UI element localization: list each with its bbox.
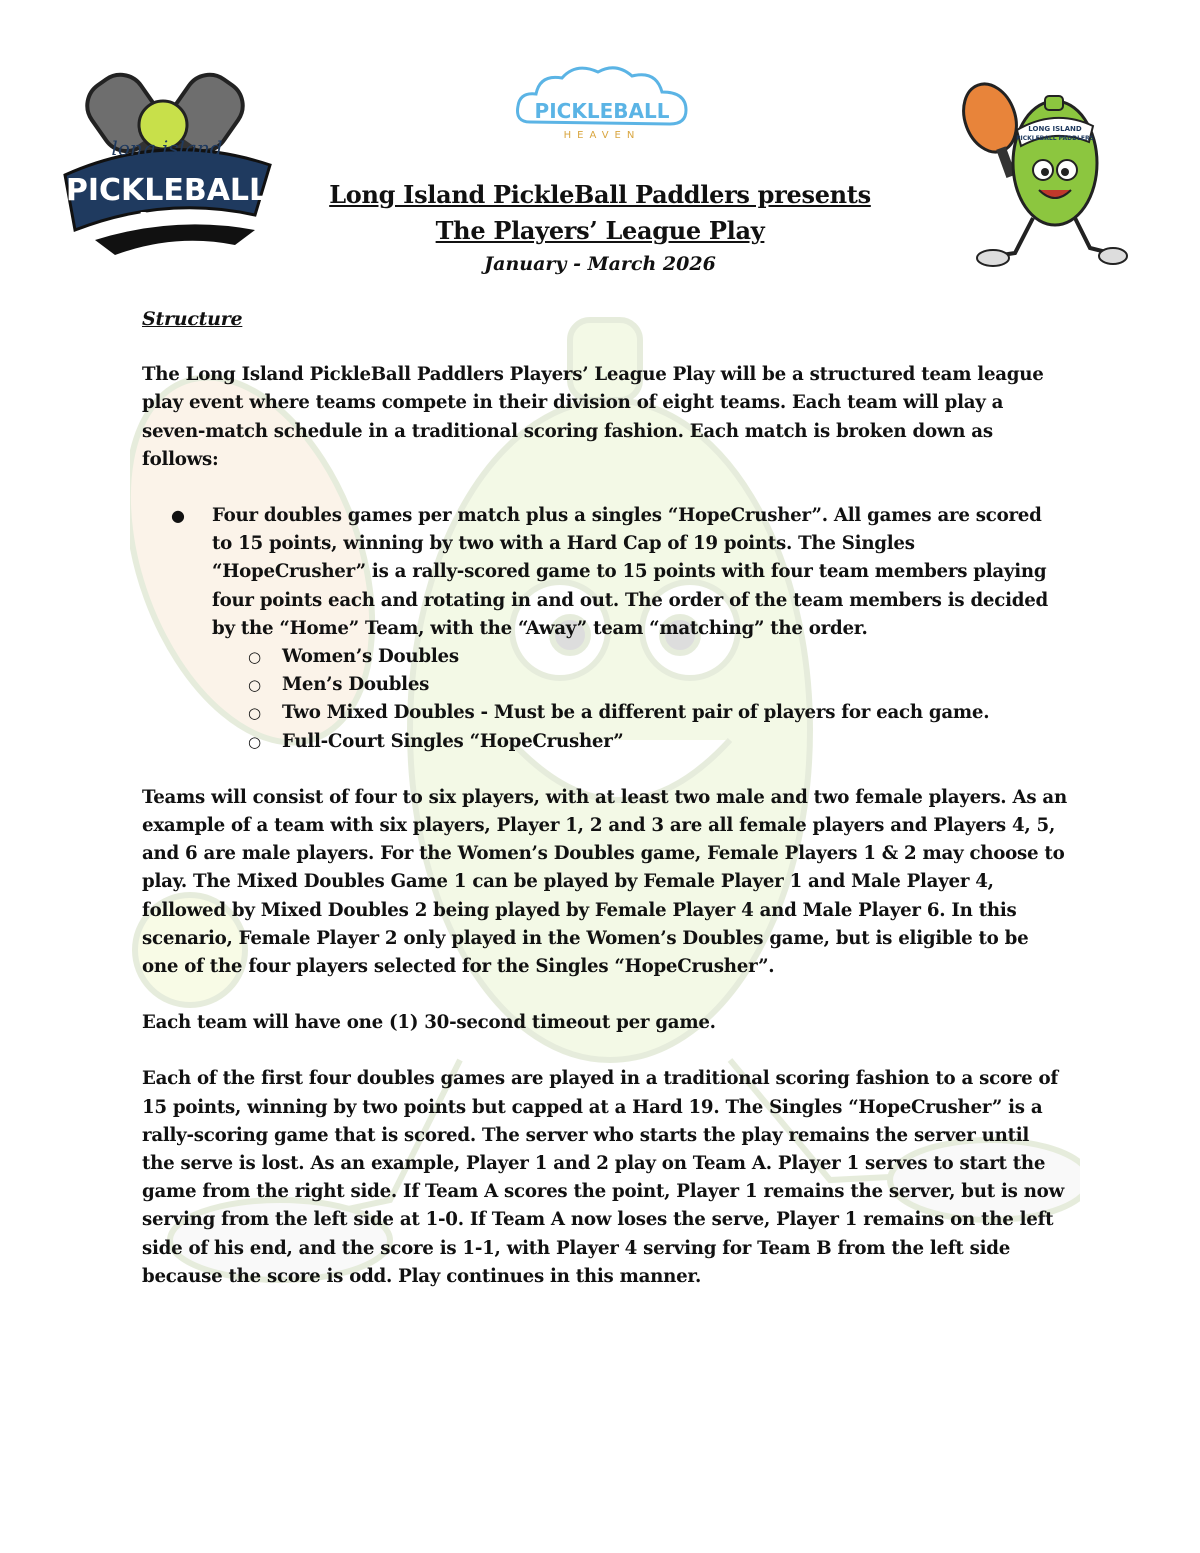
logo-right-text-2: PICKLEBALL PADDLERS — [1016, 135, 1094, 142]
pickleball-heaven-logo — [510, 60, 695, 142]
list-item — [248, 671, 1067, 699]
bullet-text: Four doubles games per match plus a singles “HopeCrusher”. All games are scored to 15 points, winning by two with a Hard Cap of 19 points. The Singles “HopeCrusher” is a rally-scored game to 15 points with four team members playing four points each and rotating in and out. The order of the team members is decided by the “Home” Team, with the “Away” team “matching” the order. — [212, 505, 1048, 639]
title-block — [0, 177, 1200, 279]
title-line-2: The Players’ League Play — [435, 216, 765, 245]
logo-right-text-1: LONG ISLAND — [1028, 125, 1082, 133]
circle-bullet-icon: ○ — [248, 676, 261, 695]
intro-paragraph: The Long Island PickleBall Paddlers Players’ League Play will be a structured team league play event where teams compete in their division of eight teams. Each team will play a seven-match schedule in a traditional scoring fashion. Each match is broken down as follows: — [142, 364, 1044, 470]
circle-bullet-icon: ○ — [248, 704, 261, 723]
sub-item-text: Full-Court Singles “HopeCrusher” — [282, 730, 624, 752]
scoring-paragraph: Each of the first four doubles games are played in a traditional scoring fashion to a score of 15 points, winning by two points but capped at a Hard 19. The Singles “HopeCrusher” is a rally-scoring game that is scored. The server who starts the play remains the server until the serve is lost. As an example, Player 1 and 2 play on Team A. Player 1 serves to start the game from the right side. If Team A scores the point, Player 1 remains the server, but is now serving from the left side at 1-0. If Team A now loses the serve, Player 1 remains on the left side of his end, and the score is 1-1, with Player 4 serving for Team B from the left side because the score is odd. Play continues in this manner. — [142, 1068, 1064, 1287]
circle-bullet-icon: ○ — [248, 648, 261, 667]
title-line-1: Long Island PickleBall Paddlers presents — [329, 180, 871, 209]
list-item — [248, 699, 1067, 727]
date-line: January - March 2026 — [484, 253, 716, 275]
match-format-list — [142, 502, 1067, 756]
bullet-dot-icon: ● — [171, 506, 185, 526]
logo-left-text-1: long island — [111, 136, 223, 160]
circle-bullet-icon: ○ — [248, 732, 261, 751]
sub-item-text: Women’s Doubles — [282, 646, 459, 668]
sub-item-text: Two Mixed Doubles - Must be a different pair of players for each game. — [282, 702, 990, 724]
list-item — [248, 643, 1067, 671]
logo-center-text-2: HEAVEN — [563, 130, 641, 141]
list-item — [248, 728, 1067, 756]
logo-left-text-2: PICKLEBALL — [65, 173, 269, 208]
game-types-list — [212, 643, 1067, 756]
section-heading: Structure — [142, 308, 243, 330]
list-item — [171, 502, 1067, 756]
document-body — [142, 305, 1067, 1319]
logo-center-text-1: PICKLEBALL — [534, 99, 670, 123]
sub-item-text: Men’s Doubles — [282, 674, 430, 696]
timeout-paragraph: Each team will have one (1) 30-second timeout per game. — [142, 1012, 716, 1034]
teams-paragraph: Teams will consist of four to six players, with at least two male and two female players. As an example of a team with six players, Player 1, 2 and 3 are all female players and Players 4, 5, and 6 are male players. For the Women’s Doubles game, Female Players 1 & 2 may choose to play. The Mixed Doubles Game 1 can be played by Female Player 1 and Male Player 4, followed by Mixed Doubles 2 being played by Female Player 4 and Male Player 6. In this scenario, Female Player 2 only played in the Women’s Doubles game, but is eligible to be one of the four players selected for the Singles “HopeCrusher”. — [142, 786, 1067, 978]
logo-left-text-3: PADDLERS — [139, 210, 211, 224]
